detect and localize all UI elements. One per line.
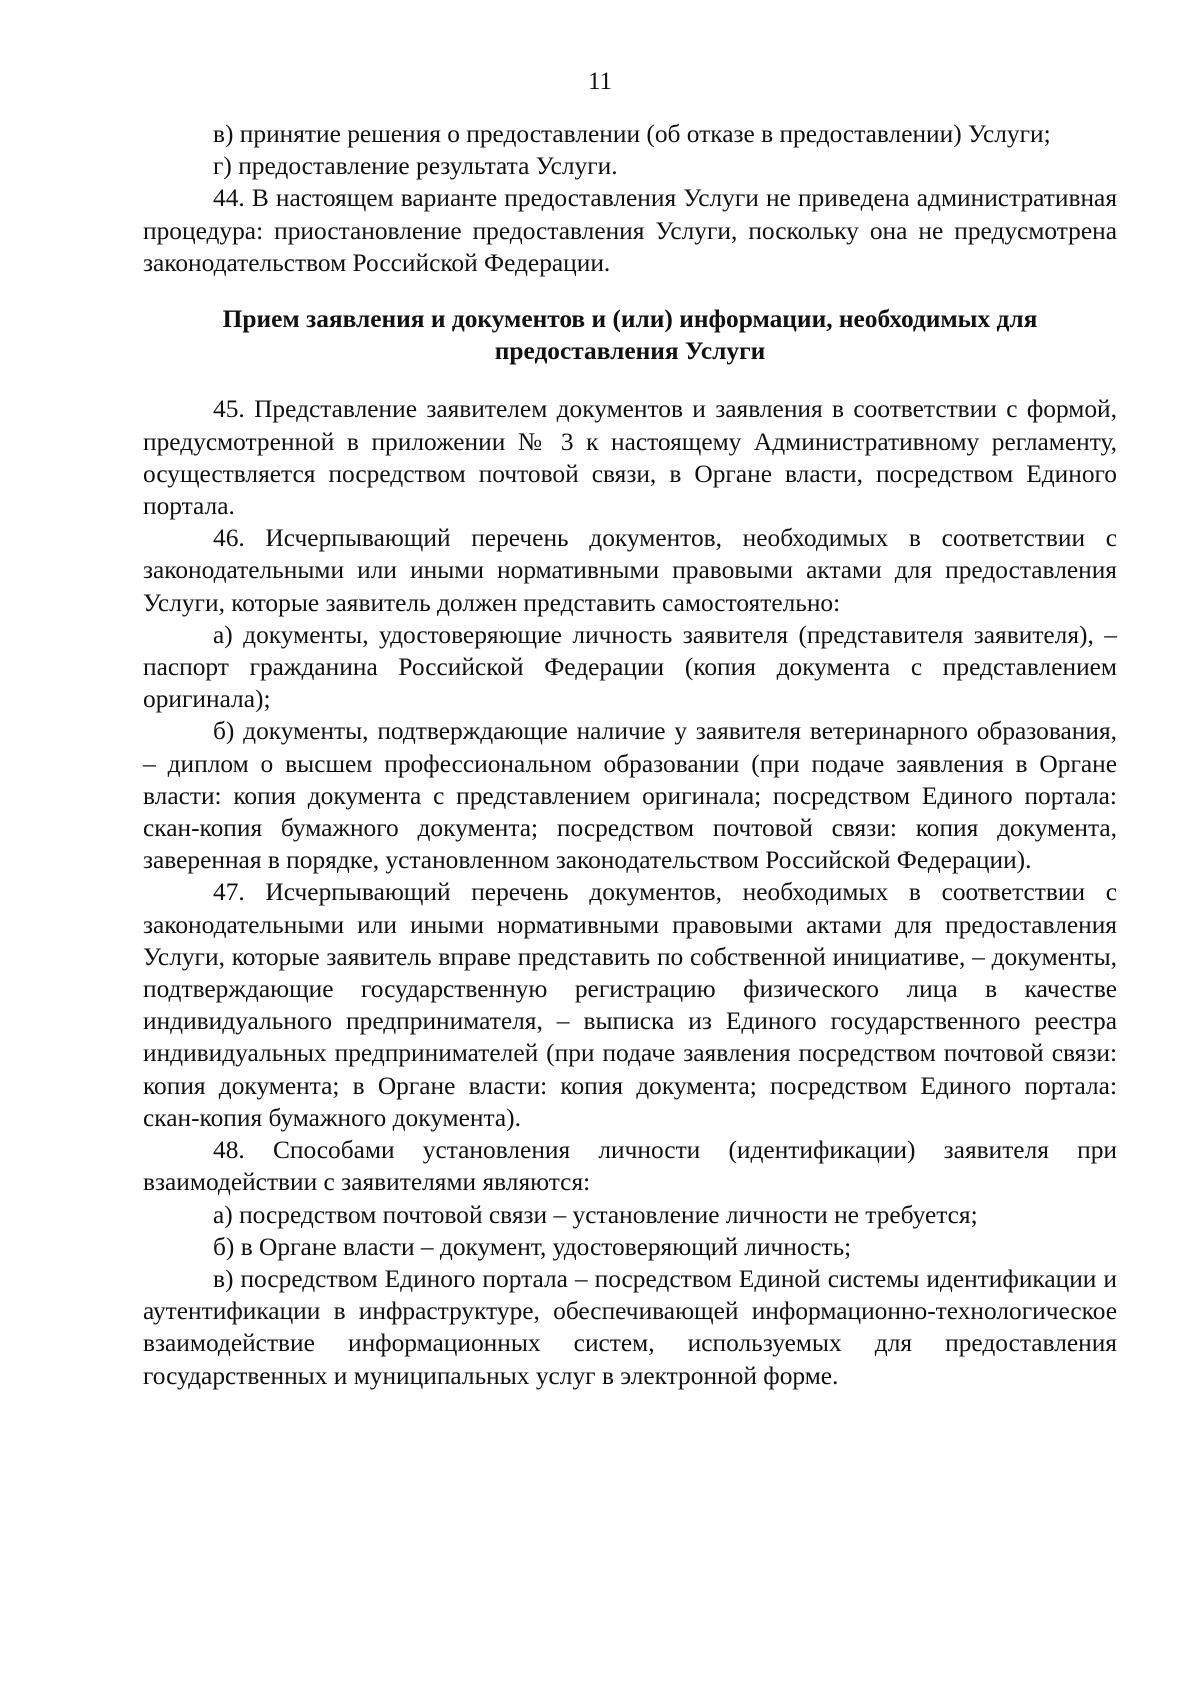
paragraph-46a: а) документы, удостоверяющие личность заявителя (представителя заявителя), – паспорт гражданина Российской Федерации (копия документа с представлением оригинала); xyxy=(143,620,1117,714)
paragraph-47: 47. Исчерпывающий перечень документов, необходимых в соответствии с законодательными или иными нормативными правовыми актами для предоставления Услуги, которые заявитель вправе представить по собственной инициативе, – документы, подтверждающие государственную регистрацию физического лица в качестве индивидуального предпринимателя, – выписка из Единого государственного реестра индивидуальных предпринимателей (при подаче заявления посредством почтовой связи: копия документа; в Органе власти: копия документа; посредством Единого портала: скан-копия бумажного документа). xyxy=(143,878,1117,1132)
paragraph-48a: а) посредством почтовой связи – установление личности не требуется; xyxy=(213,1200,978,1229)
paragraph-48b: б) в Органе власти – документ, удостоверяющий личность; xyxy=(213,1232,852,1261)
document-body xyxy=(143,118,1117,1392)
paragraph-46: 46. Исчерпывающий перечень документов, необходимых в соответствии с законодательными или иными нормативными правовыми актами для предоставления Услуги, которые заявитель должен представить самостоятельно: xyxy=(143,524,1117,617)
paragraph-43v: в) принятие решения о предоставлении (об отказе в предоставлении) Услуги; xyxy=(213,120,1051,148)
paragraph-43g: г) предоставление результата Услуги. xyxy=(213,152,618,181)
section-heading: Прием заявления и документов и (или) информации, необходимых для предоставления Услуги xyxy=(222,305,1038,366)
paragraph-45: 45. Представление заявителем документов и заявления в соответствии с формой, предусмотренной в приложении № 3 к настоящему Административному регламенту, осуществляется посредством почтовой связи, в Органе власти, посредством Единого портала. xyxy=(143,395,1117,521)
paragraph-46b: б) документы, подтверждающие наличие у заявителя ветеринарного образования, – диплом о высшем профессиональном образовании (при подаче заявления в Органе власти: копия документа с представлением оригинала; посредством Единого портала: скан-копия бумажного документа; посредством почтовой связи: копия документа, заверенная в порядке, установленном законодательством Российской Федерации). xyxy=(143,717,1117,875)
page-number: 11 xyxy=(587,68,613,95)
paragraph-48v: в) посредством Единого портала – посредством Единой системы идентификации и аутентификации в инфраструктуре, обеспечивающей информационно-технологическое взаимодействие информационных систем, используемых для предоставления государственных и муниципальных услуг в электронной форме. xyxy=(143,1264,1117,1390)
paragraph-44: 44. В настоящем варианте предоставления Услуги не приведена административная процедура: приостановление предоставления Услуги, поскольку она не предусмотрена законодательством Российской Федерации. xyxy=(143,184,1117,277)
paragraph-48: 48. Способами установления личности (идентификации) заявителя при взаимодействии с заявителями являются: xyxy=(143,1136,1117,1197)
